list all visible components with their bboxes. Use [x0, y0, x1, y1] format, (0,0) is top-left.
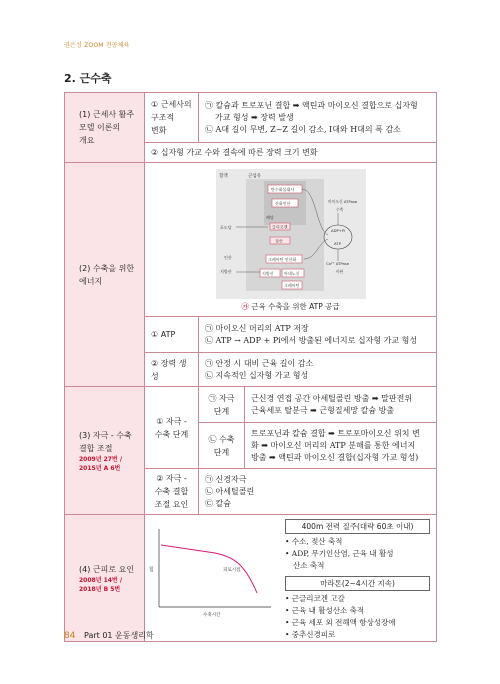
sub-label-structural-change: ① 근세사의 구조적 변화	[145, 93, 199, 143]
svg-text:탄수화물대사: 탄수화물대사	[270, 187, 294, 192]
sub-label-ec-steps: ① 자극 - 수축 단계	[145, 387, 199, 469]
row-label-fatigue: (4) 근피로 요인 2008년 14번 / 2018년 B 5번	[65, 515, 145, 642]
section-title: 2. 근수축	[64, 72, 112, 85]
svg-text:ATP: ATP	[333, 241, 341, 246]
row-label-sliding-filament: (1) 근세사 활주 모델 이론의 개요	[65, 93, 145, 163]
fatigue-curve	[161, 545, 257, 593]
fatigue-graph	[145, 515, 285, 625]
sprint-box-title: 400m 전력 질주(대략 60초 이내)	[285, 519, 430, 534]
content-stimulus: 근신경 연접 공간 아세틸콜린 방출 ➡ 말판전위 근육세포 탈분극 ➡ 근형질세망 칼슘 방출	[245, 387, 437, 423]
fatigue-graph-svg	[145, 515, 285, 625]
sub-label-tension: ② 장력 생성	[145, 353, 199, 387]
row-label-energy: (2) 수축을 위한 에너지	[65, 163, 145, 387]
atp-diagram-svg	[216, 169, 366, 299]
marathon-box-title: 마라톤(2~4시간 지속)	[285, 576, 430, 591]
content-atp: ㉠ 마이오신 머리의 ATP 저장 ㉡ ATP → ADP + Pi에서 방출된 에너지로 십자형 가교 형성	[199, 317, 437, 353]
page-number: 84	[64, 631, 76, 641]
atp-supply-diagram	[216, 169, 366, 299]
atp-diagram-cell	[145, 163, 437, 317]
svg-text:크레아틴: 크레아틴	[283, 283, 299, 288]
svg-text:수축: 수축	[335, 207, 343, 212]
svg-text:이완: 이완	[335, 269, 343, 274]
svg-text:지방산: 지방산	[219, 269, 232, 274]
svg-text:인산: 인산	[223, 255, 232, 260]
svg-text:글리코겐: 글리코겐	[271, 224, 287, 230]
svg-text:Ca²⁺ ATPase: Ca²⁺ ATPase	[325, 261, 349, 266]
content-contraction: 트로포닌과 칼슘 결합 ➡ 트로포마이오신 위치 변 화 ➡ 마이오신 머리의 ATP 분해를 통한 에너지 방출 ➡ 액틴과 마이오신 결합(십자형 가교 형성)	[245, 423, 437, 469]
content-structural-change: ㉠ 칼슘과 트로포닌 결합 ➡ 액틴과 마이오신 결합으로 십자형 가교 형성 ➡ 장력 발생 ㉡ A대 길이 무변, Z~Z 길이 감소, I대와 H대의 폭 감소	[199, 93, 437, 143]
fatigue-content-cell	[145, 515, 437, 642]
diagram-col2: 근섬유	[247, 174, 261, 179]
svg-text:ADP+Pi: ADP+Pi	[330, 228, 345, 233]
summary-table	[64, 92, 437, 642]
part-label-contraction: ㉡ 수축 단계	[199, 423, 245, 469]
sub-label-atp: ① ATP	[145, 317, 199, 353]
svg-text:크레아틴 인산화: 크레아틴 인산화	[267, 257, 296, 262]
sub-label-regulating-factors: ② 자극 - 수축 결합 조절 요인	[145, 469, 199, 515]
row-label-excitation-contraction: (3) 자극 - 수축 결합 조절 2009년 27번 / 2015년 A 6번	[65, 387, 145, 515]
svg-text:젖산: 젖산	[274, 238, 283, 244]
caption-marker-icon: ㉮	[241, 302, 249, 311]
part-title: Part 01 운동생리학	[84, 631, 154, 640]
graph-ylabel: 힘	[149, 567, 154, 573]
diagram-caption: ㉮ 근육 수축을 위한 ATP 공급	[241, 302, 340, 311]
svg-text:지방산: 지방산	[261, 271, 274, 276]
part-label-stimulus: ㉠ 자극 단계	[199, 387, 245, 423]
content-tension: ㉠ 안정 시 대비 근육 길이 감소 ㉡ 지속적인 십자형 가교 형성	[199, 353, 437, 387]
content-regulating-factors: ㉠ 신경자극 ㉡ 아세틸콜린 ㉢ 칼슘	[199, 469, 437, 515]
svg-text:산화인산: 산화인산	[274, 201, 290, 206]
svg-text:포도당: 포도당	[219, 225, 232, 230]
diagram-col1: 혈액	[218, 174, 228, 179]
graph-xlabel: 수축시간	[203, 613, 221, 618]
content-crossbridge-tension: ② 십자형 가교 수와 결속에 따른 장력 크기 변화	[145, 143, 437, 163]
graph-curve-label: 피로시점	[223, 568, 241, 573]
svg-text:아데노신: 아데노신	[283, 271, 299, 276]
running-header: 권은성 ZOOM 전공체육	[64, 42, 130, 49]
page-footer	[64, 630, 154, 641]
svg-text:마이오신 ATPase: 마이오신 ATPase	[327, 199, 357, 204]
fatigue-factor-boxes: 400m 전력 질주(대략 60초 이내) • 수소, 젖산 축적 • ADP, 무기인산염, 근육 내 활성 산소 축적 마라톤(2~4시간 지속) • 근글리코겐 고갈 • 근육 내 활성산소 축적 • 근육 세포 외 전해액 항상성장애 • 중추신경피로	[285, 515, 436, 641]
svg-text:해당: 해당	[265, 215, 274, 220]
